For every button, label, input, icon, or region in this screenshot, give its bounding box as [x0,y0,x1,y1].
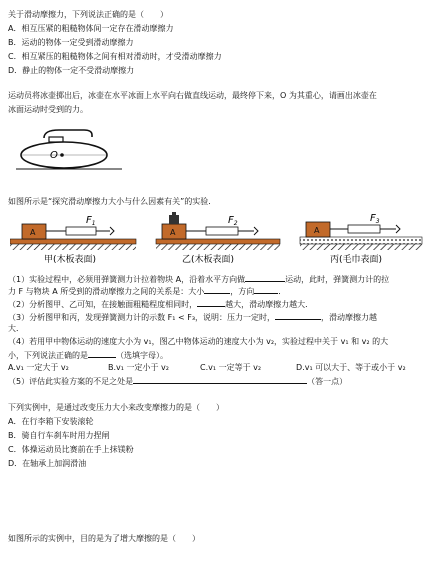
answer-blank[interactable] [88,349,116,358]
center-of-gravity-dot [60,153,64,157]
caption-jia: 甲(木板表面) [44,255,97,265]
q4-option-a: A．在行李箱下安装滚轮 [8,417,94,426]
wood-board [156,239,280,244]
ground-hatch [10,244,136,250]
center-label: O [50,150,58,161]
q3-intro: 如图所示是“探究滑动摩擦力大小与什么因素有关”的实验． [8,197,217,206]
answer-blank[interactable] [254,285,278,294]
friction-experiment-figure [10,210,425,272]
ground-hatch [300,244,422,250]
towel-surface [300,237,422,244]
answer-blank[interactable] [133,375,307,384]
q3-part3-line1: （3）分析图甲和丙，发现弹簧测力计的示数 F₁ < F₃，说明：压力一定时， ，滑动摩擦力越 [8,313,378,322]
q3-part5: （5）评估此实验方案的不足之处是 （答一点） [8,377,348,386]
q2-line1: 运动员将冰壶掷出后，冰壶在水平冰面上水平向右做直线运动，最终停下来，O 为其重心，请画出冰壶在 [8,91,377,100]
answer-blank[interactable] [204,285,230,294]
q1-stem: 关于滑动摩擦力，下列说法正确的是（ ） [8,10,168,19]
pull-arrow-icon [396,225,400,233]
figure-bing [300,213,422,265]
force-label-f1: $F_1$ [86,215,96,227]
q3-part4-line2: 小，下列说法正确的是 （选填字母）。 [8,351,168,360]
pull-arrow-icon [254,227,258,235]
curling-stone-icon [21,130,107,168]
q3-part4-line1: （4）若用甲中物体运动的速度大小为 v₁，图乙中物体运动的速度大小为 v₂，实验过程中关于 v₁ 和 v₂ 的大 [8,337,389,346]
q1-option-c: C．相互紧压的粗糙物体之间有相对滑动时，才受滑动摩擦力 [8,52,222,61]
q1-option-d: D．静止的物体一定不受滑动摩擦力 [8,66,135,75]
block-a-label: A [314,226,320,235]
q3-part2: （2）分析图甲、乙可知，在接触面粗糙程度相同时， 越大，滑动摩擦力越大． [8,300,314,309]
pull-arrow-icon [110,227,114,235]
answer-blank[interactable] [245,273,285,282]
weight-icon [169,215,179,224]
figure-jia [10,215,136,265]
ground-hatch [156,244,280,250]
answer-blank[interactable] [197,298,225,307]
q3-part3-line2: 大． [8,324,24,333]
caption-bing: 丙(毛巾表面) [330,255,383,265]
q1-option-b: B．运动的物体一定受到滑动摩擦力 [8,38,134,47]
q4-option-c: C．体操运动员比赛前在手上抹镁粉 [8,445,134,454]
curling-stone-figure [14,118,124,180]
q1-option-a: A．相互压紧的粗糙物体间一定存在滑动摩擦力 [8,24,174,33]
q3-part4-option-d: D.v₁ 可以大于、等于或小于 v₂ [296,363,406,372]
block-a-label: A [30,228,36,237]
block-a-label: A [170,228,176,237]
wood-board [10,239,136,244]
force-label-f3: $F_3$ [370,213,380,225]
caption-yi: 乙(木板表面) [182,255,235,265]
spring-scale [348,225,380,233]
spring-scale [206,227,238,235]
answer-blank[interactable] [275,311,321,320]
q3-part4-option-c: C.v₁ 一定等于 v₂ [200,363,262,372]
figure-yi [156,212,280,265]
q3-part4-option-b: B.v₁ 一定小于 v₂ [108,363,169,372]
q5-stem: 如图所示的实例中，目的是为了增大摩擦的是（ ） [8,534,200,543]
q4-option-b: B．骑自行车刹车时用力捏闸 [8,431,110,440]
q3-part1-line1: （1）实验过程中，必须用弹簧测力计拉着物块 A，沿着水平方向做 运动，此时，弹簧测力计的拉 [8,275,390,284]
q2-line2: 冰面运动时受到的力。 [8,105,88,114]
q4-stem: 下列实例中，是通过改变压力大小来改变摩擦力的是（ ） [8,403,224,412]
q3-part4-option-a: A.v₁ 一定大于 v₂ [8,363,69,372]
q3-part1-line2: 力 F 与物块 A 所受到的滑动摩擦力之间的关系是：大小 ，方向 ． [8,287,287,296]
q4-option-d: D．在轴承上加润滑油 [8,459,87,468]
force-label-f2: $F_2$ [228,215,238,227]
spring-scale [66,227,96,235]
